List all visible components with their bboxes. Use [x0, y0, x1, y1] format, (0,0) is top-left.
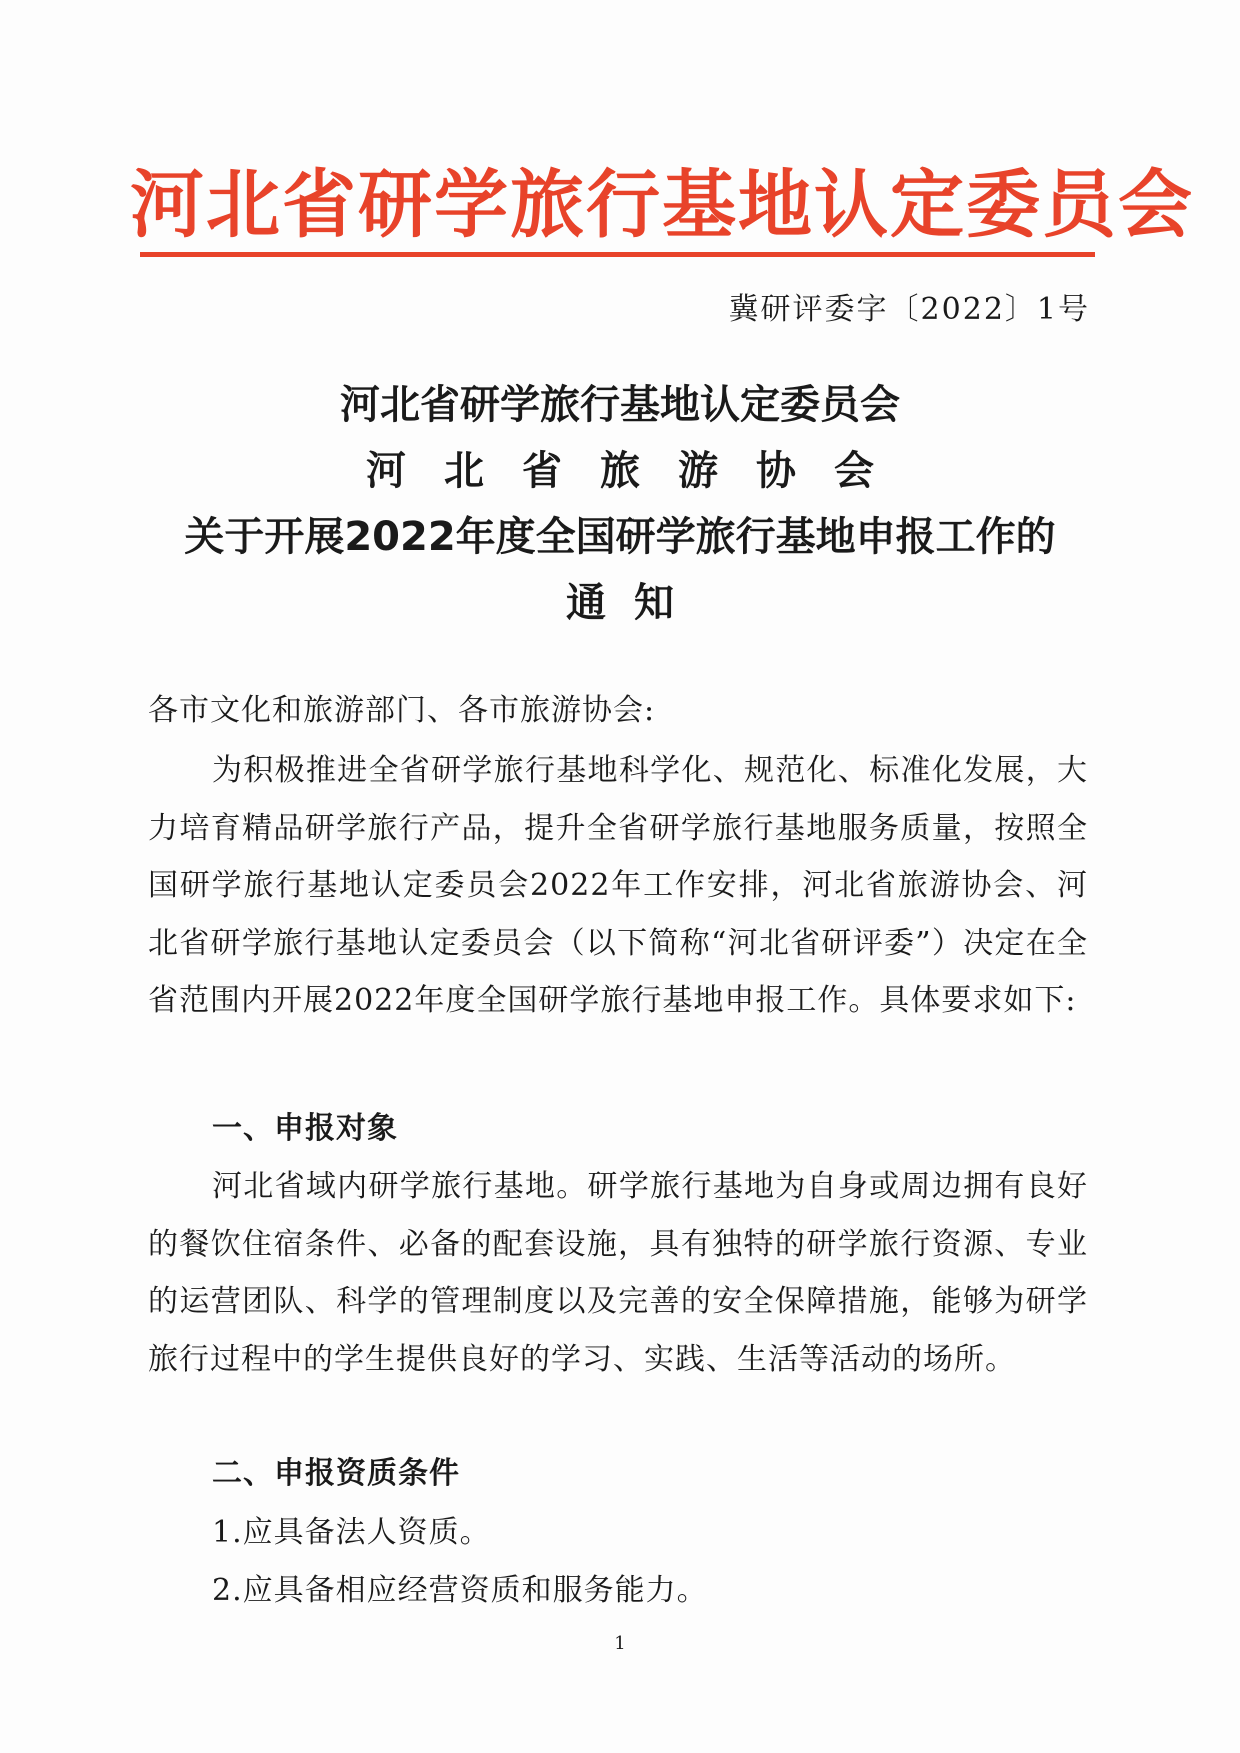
intro-paragraph: 为积极推进全省研学旅行基地科学化、规范化、标准化发展，大力培育精品研学旅行产品，提升全省研学旅行基地服务质量，按照全国研学旅行基地认定委员会2022年工作安排，河北省旅游协会、河北省研学旅行基地认定委员会（以下简称“河北省研评委”）决定在全省范围内开展2022年度全国研学旅行基地申报工作。具体要求如下:	[148, 753, 1088, 1018]
letterhead-red-rule	[140, 252, 1095, 257]
page-number: 1	[614, 1633, 626, 1654]
letterhead-org-name: 河北省研学旅行基地认定委员会	[130, 162, 1194, 248]
section-2-item-2: 2.应具备相应经营资质和服务能力。	[212, 1573, 708, 1608]
title-line-4: 通知	[566, 580, 702, 626]
salutation: 各市文化和旅游部门、各市旅游协会:	[148, 693, 656, 728]
section-heading-1: 一、申报对象	[212, 1111, 398, 1146]
document-number: 冀研评委字〔2022〕1号	[728, 292, 1090, 327]
title-line-2: 河北省旅游协会	[366, 448, 912, 494]
title-line-3: 关于开展2022年度全国研学旅行基地申报工作的	[184, 514, 1056, 560]
title-line-1: 河北省研学旅行基地认定委员会	[340, 382, 900, 428]
section-1-paragraph: 河北省域内研学旅行基地。研学旅行基地为自身或周边拥有良好的餐饮住宿条件、必备的配套设施，具有独特的研学旅行资源、专业的运营团队、科学的管理制度以及完善的安全保障措施，能够为研学旅行过程中的学生提供良好的学习、实践、生活等活动的场所。	[148, 1169, 1088, 1377]
section-2-item-1: 1.应具备法人资质。	[212, 1515, 491, 1550]
section-heading-2: 二、申报资质条件	[212, 1456, 460, 1491]
